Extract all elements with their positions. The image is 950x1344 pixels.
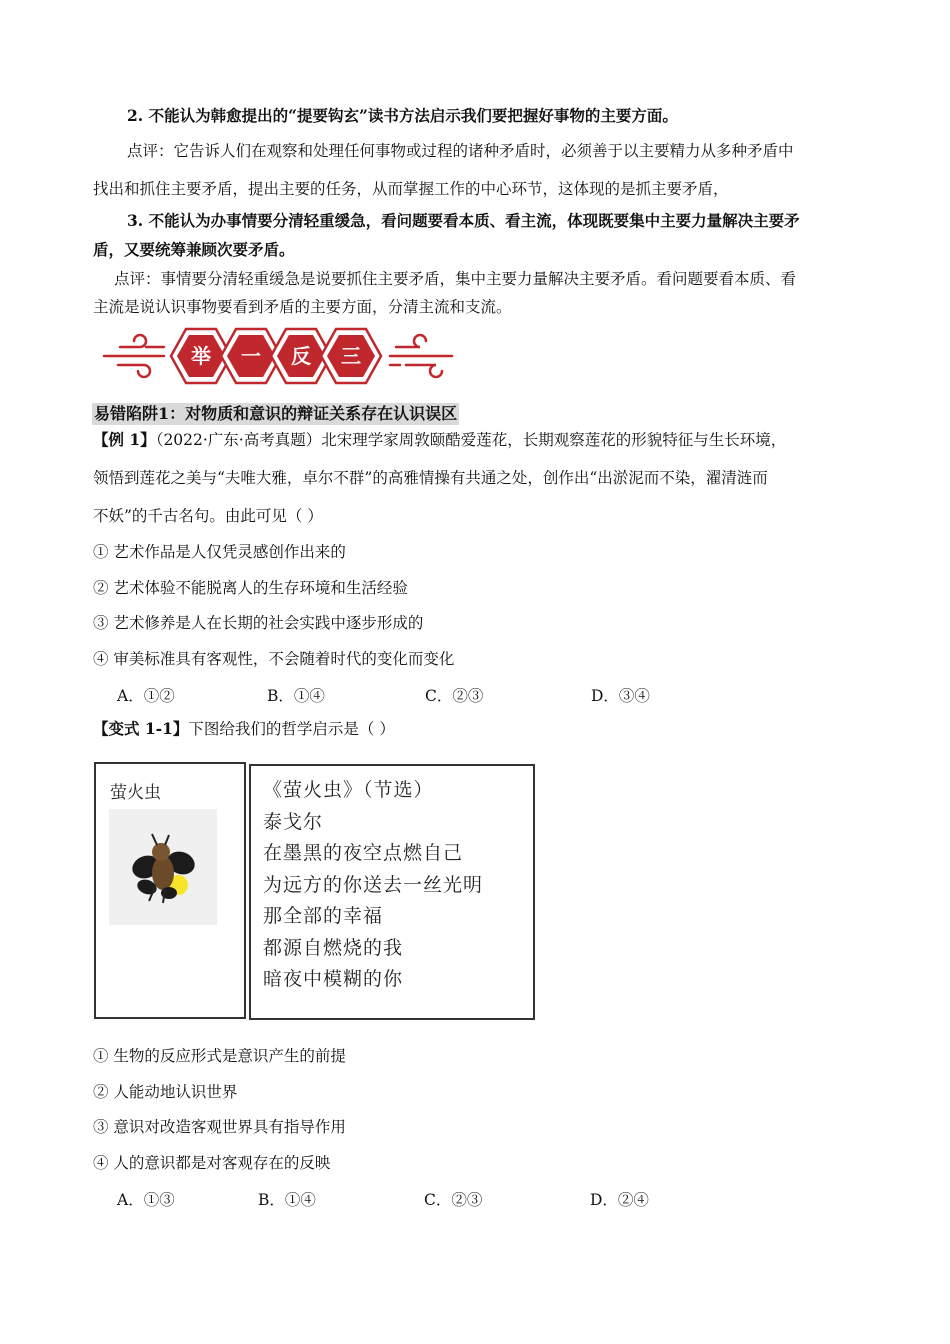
poem-line-3: 在墨黑的夜空点燃自己 [263, 842, 464, 864]
variant-1-1-statement-3: ③ 意识对改造客观世界具有指导作用 [93, 1118, 346, 1136]
variant-1-1-label: 【变式 1-1】 [93, 719, 189, 738]
variant-1-1-option-b[interactable]: B．①④ [258, 1191, 316, 1209]
firefly-card-title: 萤火虫 [110, 783, 161, 803]
example-1-statement-4: ④ 审美标准具有客观性，不会随着时代的变化而变化 [93, 650, 455, 668]
section-title: 易错陷阱1：对物质和意识的辩证关系存在认识误区 [94, 404, 458, 423]
poem-line-7: 暗夜中模糊的你 [263, 968, 404, 990]
example-1-statement-1: ① 艺术作品是人仅凭灵感创作出来的 [93, 543, 346, 561]
example-1-option-a[interactable]: A．①② [117, 687, 175, 705]
left-cloud-swirl-icon [104, 335, 164, 377]
poem-line-5: 那全部的幸福 [263, 905, 384, 927]
variant-1-1-question: 下图给我们的哲学启示是（ ） [188, 720, 395, 738]
note-3-comment-line-1: 点评：事情要分清轻重缓急是说要抓住主要矛盾，集中主要力量解决主要矛盾。看问题要看本质、看 [114, 270, 797, 288]
variant-1-1-statement-2: ② 人能动地认识世界 [93, 1083, 238, 1101]
poem-line-6: 都源自燃烧的我 [263, 936, 404, 959]
poem-text [263, 775, 483, 996]
firefly-illustration [109, 809, 217, 925]
note-2-comment-line-1: 点评：它告诉人们在观察和处理任何事物或过程的诸种矛盾时，必须善于以主要精力从多种矛盾中 [127, 142, 794, 160]
poem-card [249, 764, 535, 1020]
firefly-icon [109, 809, 217, 925]
variant-1-1-statement-4: ④ 人的意识都是对客观存在的反映 [93, 1154, 331, 1172]
example-1-option-b[interactable]: B．①④ [267, 687, 325, 705]
banner-char-2: 一 [241, 344, 261, 368]
example-1-text-1: （2022·广东·高考真题）北宋理学家周敦颐酷爱莲花，长期观察莲花的形貌特征与生长环境， [155, 431, 787, 449]
banner-char-4: 三 [341, 344, 361, 368]
example-1-statement-2: ② 艺术体验不能脱离人的生存环境和生活经验 [93, 579, 408, 597]
banner-graphic [100, 325, 460, 387]
poem-line-1: 《萤火虫》（节选） [263, 779, 434, 801]
banner-char-3: 反 [291, 344, 311, 368]
variant-1-1-options [117, 1188, 649, 1210]
note-2-comment-line-2: 找出和抓住主要矛盾，提出主要的任务，从而掌握工作的中心环节，这体现的是抓主要矛盾， [93, 180, 729, 198]
note-2-title: 2. 不能认为韩愈提出的“提要钩玄”读书方法启示我们要把握好事物的主要方面。 [127, 106, 678, 125]
variant-1-1-statement-1: ① 生物的反应形式是意识产生的前提 [93, 1047, 346, 1065]
example-1-line-2: 领悟到莲花之美与“夫唯大雅，卓尔不群”的高雅情操有共通之处，创作出“出淤泥而不染，濯清涟而 [93, 469, 768, 487]
banner-char-1: 举 [191, 344, 211, 368]
example-1-label: 【例 1】 [93, 430, 156, 449]
variant-1-1-option-a[interactable]: A．①③ [117, 1191, 175, 1209]
note-3-title-line-1: 3. 不能认为办事情要分清轻重缓急，看问题要看本质、看主流，体现既要集中主要力量解决主要矛 [127, 211, 800, 230]
example-1-statement-3: ③ 艺术修养是人在长期的社会实践中逐步形成的 [93, 614, 424, 632]
example-1-line-3: 不妖”的千古名句。由此可见（ ） [93, 507, 323, 525]
example-1-line-1 [93, 430, 786, 450]
note-3-comment-line-2: 主流是说认识事物要看到矛盾的主要方面，分清主流和支流。 [93, 298, 512, 316]
firefly-picture-card [94, 762, 246, 1019]
poem-line-4: 为远方的你送去一丝光明 [263, 873, 484, 896]
poem-line-2: 泰戈尔 [263, 810, 324, 833]
example-1-option-d[interactable]: D．③④ [591, 687, 650, 705]
banner-ju-yi-fan-san [100, 325, 460, 387]
example-1-options [117, 684, 650, 706]
example-1-option-c[interactable]: C．②③ [425, 687, 484, 705]
variant-1-1-option-d[interactable]: D．②④ [590, 1191, 649, 1209]
variant-1-1-option-c[interactable]: C．②③ [424, 1191, 483, 1209]
variant-1-1-line [93, 719, 395, 739]
note-3-title-line-2: 盾，又要统筹兼顾次要矛盾。 [93, 240, 295, 259]
right-cloud-swirl-icon [390, 335, 452, 377]
